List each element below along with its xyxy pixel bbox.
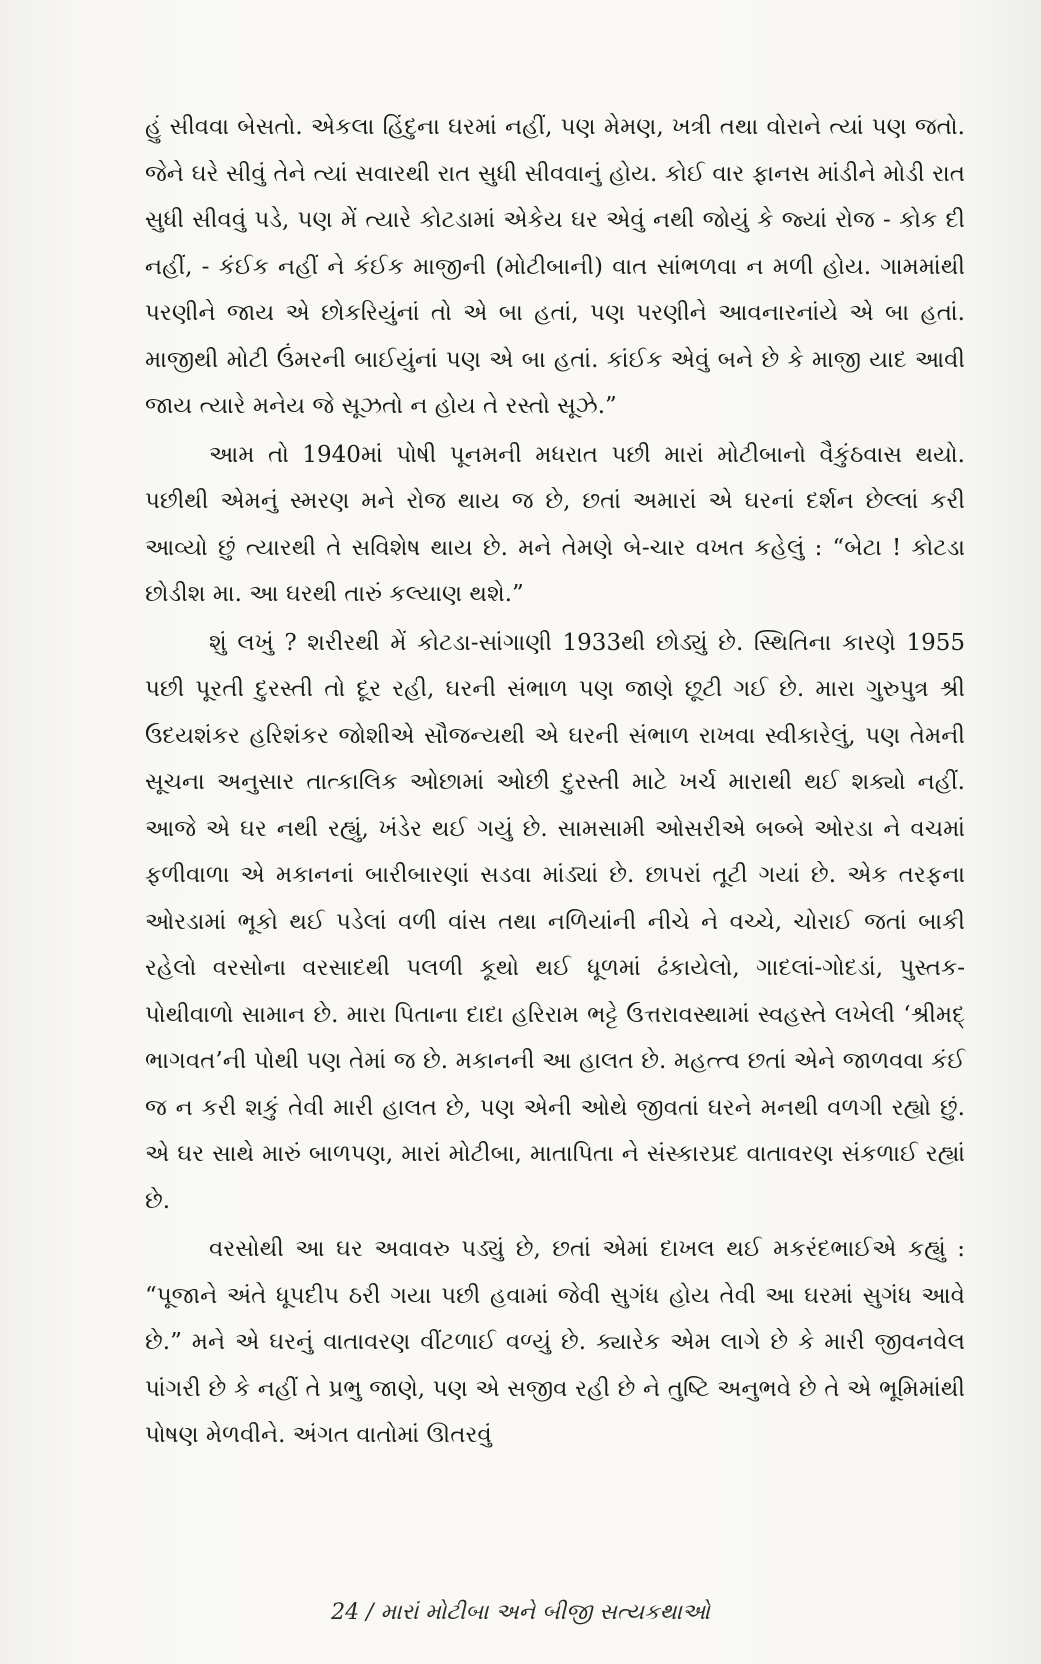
paragraph-3: શું લખું ? શરીરથી મેં કોટડા-સાંગાણી 1933થી છોડ્યું છે. સ્થિતિના કારણે 1955 પછી પૂરતી દુરસ્તી તો દૂર રહી, ઘરની સંભાળ પણ જાણે છૂટી ગઈ છે. મારા ગુરુપુત્ર શ્રી ઉદયશંકર હરિશંકર જોશીએ સૌજન્યથી એ ઘરની સંભાળ રાખવા સ્વીકારેલું, પણ તેમની સૂચના અનુસાર તાત્કાલિક ઓછામાં ઓછી દુરસ્તી માટે ખર્ચ મારાથી થઈ શક્યો નહીં. આજે એ ઘર નથી રહ્યું, ખંડેર થઈ ગયું છે. સામસામી ઓસરીએ બબ્બે ઓરડા ને વચમાં ફળીવાળા એ મકાનનાં બારીબારણાં સડવા માંડ્યાં છે. છાપરાં તૂટી ગયાં છે. એક તરફના ઓરડામાં ભૂકો થઈ પડેલાં વળી વાંસ તથા નળિયાંની નીચે ને વચ્ચે, ચોરાઈ જતાં બાકી રહેલો વરસોના વરસાદથી પલળી કૂથો થઈ ધૂળમાં ઢંકાયેલો, ગાદલાં-ગોદડાં, પુસ્તક-પોથીવાળો સામાન છે. મારા પિતાના દાદા હરિરામ ભટ્ટે ઉત્તરાવસ્થામાં સ્વહસ્તે લખેલી ‘શ્રીમદ્ ભાગવત’ની પોથી પણ તેમાં જ છે. મકાનની આ હાલત છે. મહત્ત્વ છતાં એને જાળવવા કંઈ જ ન કરી શકું તેવી મારી હાલત છે, પણ એની ઓથે જીવતાં ઘરને મનથી વળગી રહ્યો છું. એ ઘર સાથે મારું બાળપણ, મારાં મોટીબા, માતાપિતા ને સંસ્કારપ્રદ વાતાવરણ સંકળાઈ રહ્યાં છે. — [145, 629, 965, 1214]
paragraph-1: હું સીવવા બેસતો. એકલા હિંદુના ઘરમાં નહીં, પણ મેમણ, ખત્રી તથા વોરાને ત્યાં પણ જતો. જેને ઘરે સીવું તેને ત્યાં સવારથી રાત સુધી સીવવાનું હોય. કોઈ વાર ફાનસ માંડીને મોડી રાત સુધી સીવવું પડે, પણ મેં ત્યારે કોટડામાં એકેય ઘર એવું નથી જોયું કે જ્યાં રોજ - કોક દી નહીં, - કંઈક નહીં ને કંઈક માજીની (મોટીબાની) વાત સાંભળવા ન મળી હોય. ગામમાંથી પરણીને જાય એ છોકરિયુંનાં તો એ બા હતાં, પણ પરણીને આવનારનાંયે એ બા હતાં. માજીથી મોટી ઉંમરની બાઈયુંનાં પણ એ બા હતાં. કાંઈક એવું બને છે કે માજી યાદ આવી જાય ત્યારે મનેય જે સૂઝતો ન હોય તે રસ્તો સૂઝે.” — [145, 114, 965, 419]
paragraph-2: આમ તો 1940માં પોષી પૂનમની મધરાત પછી મારાં મોટીબાનો વૈકુંઠવાસ થયો. પછીથી એમનું સ્મરણ મને રોજ થાય જ છે, છતાં અમારાં એ ઘરનાં દર્શન છેલ્લાં કરી આવ્યો છું ત્યારથી તે સવિશેષ થાય છે. મને તેમણે બે-ચાર વખત કહેલું : “બેટા ! કોટડા છોડીશ મા. આ ઘરથી તારું કલ્યાણ થશે.” — [145, 441, 965, 607]
paragraph-4: વરસોથી આ ઘર અવાવરુ પડ્યું છે, છતાં એમાં દાખલ થઈ મકરંદભાઈએ કહ્યું : “પૂજાને અંતે ધૂપદીપ ઠરી ગયા પછી હવામાં જેવી સુગંધ હોય તેવી આ ઘરમાં સુગંધ આવે છે.” મને એ ઘરનું વાતાવરણ વીંટળાઈ વળ્યું છે. ક્યારેક એમ લાગે છે કે મારી જીવનવેલ પાંગરી છે કે નહીં તે પ્રભુ જાણે, પણ એ સજીવ રહી છે ને તુષ્ટિ અનુભવે છે તે એ ભૂમિમાંથી પોષણ મેળવીને. અંગત વાતોમાં ઊતરવું — [145, 1236, 965, 1448]
page-footer: 24 / મારાં મોટીબા અને બીજી સત્યકથાઓ — [331, 1600, 710, 1625]
body-text — [145, 104, 965, 1459]
